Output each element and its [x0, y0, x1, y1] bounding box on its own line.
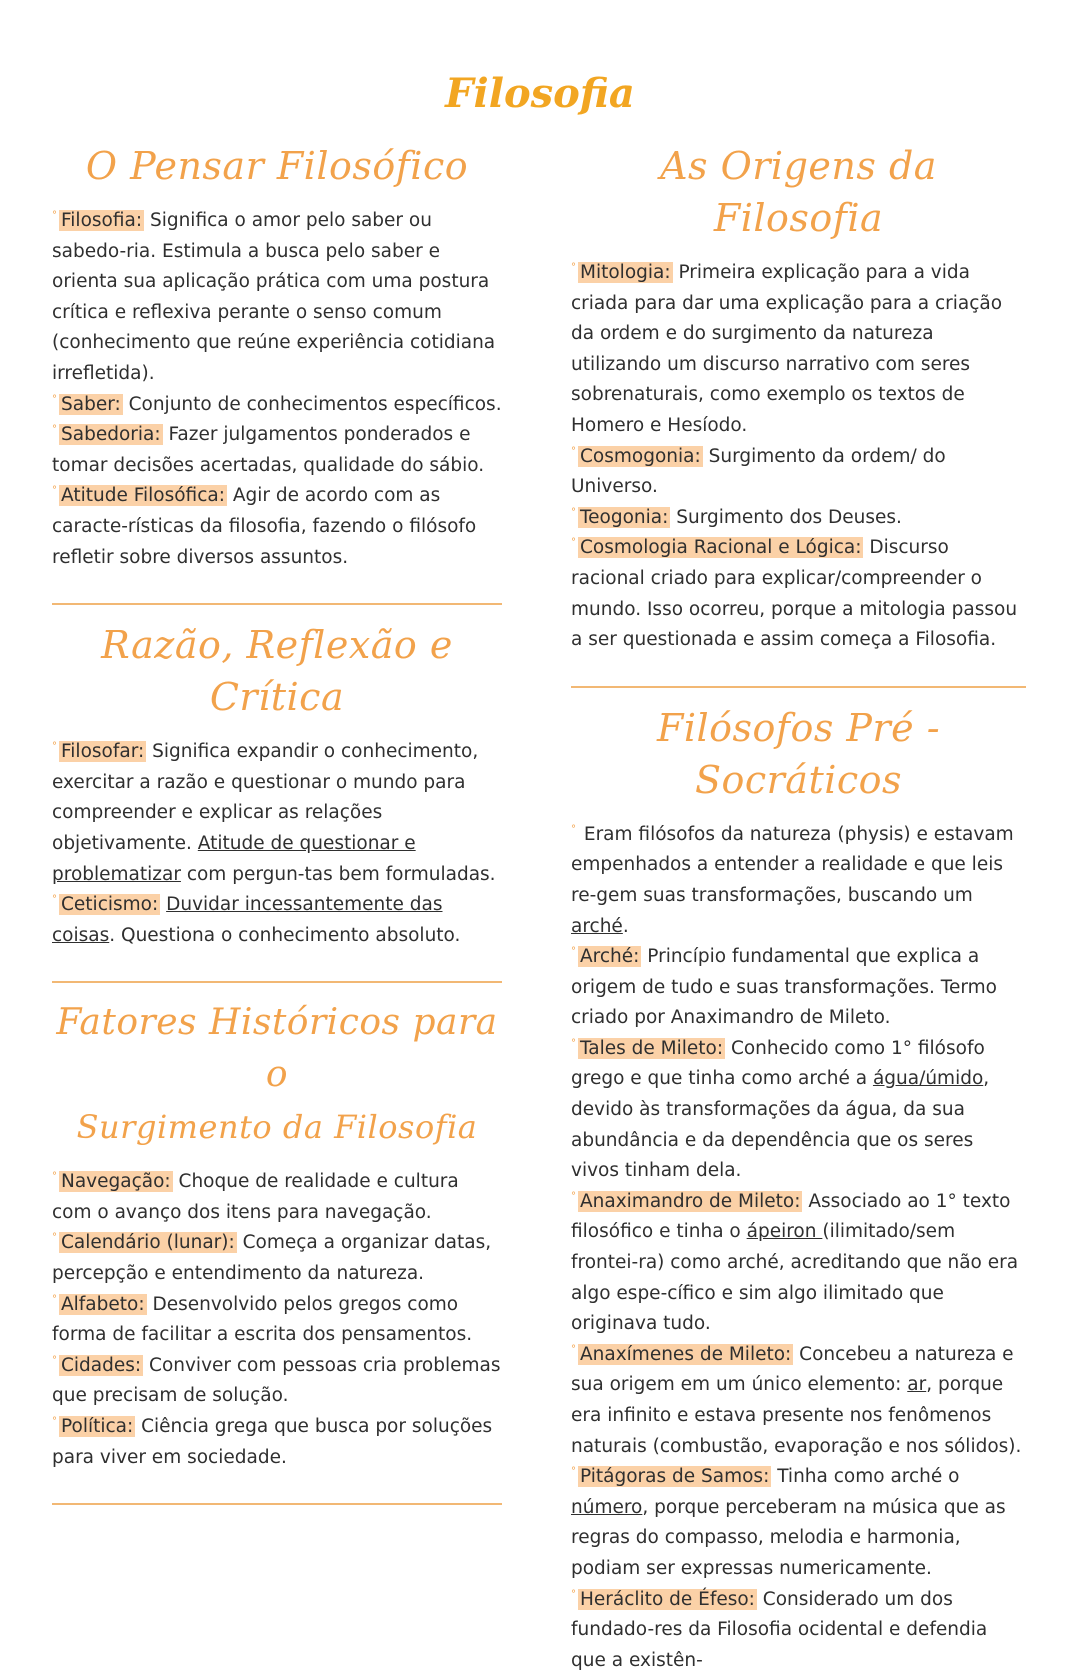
definition-text: Conviver com pessoas cria problemas que precisam de solução.: [52, 1354, 501, 1407]
term-highlight: Anaxímenes de Mileto:: [580, 1343, 792, 1365]
list-item: [52, 1228, 502, 1289]
list-item: [52, 737, 502, 890]
bullet-icon: °: [571, 1588, 576, 1600]
list-item: [571, 442, 1026, 503]
list-item: [571, 820, 1026, 942]
underlined-text: Atitude de questionar e problematizar: [52, 832, 416, 885]
bullet-icon: °: [571, 1466, 576, 1478]
bullet-icon: °: [571, 946, 576, 958]
term-highlight: Teogonia:: [580, 506, 669, 528]
underlined-text: ápeiron: [746, 1221, 823, 1243]
definition-text: Eram filósofos da natureza (physis) e estavam empenhados a entender a realidade e que leis re-gem suas transformações, buscando um: [571, 823, 1014, 906]
definition-text: Fazer julgamentos ponderados e tomar decisões acertadas, qualidade do sábio.: [52, 424, 485, 476]
list-item: [571, 258, 1026, 442]
definition-text: Considerado um dos fundado-res da Filosofia ocidental e defendia que a existên-: [571, 1588, 988, 1671]
left-column: [52, 140, 502, 1519]
list-item: [52, 390, 502, 421]
section-title-fatores: [52, 997, 502, 1153]
definition-text: Choque de realidade e cultura com o avanço dos itens para navegação.: [52, 1171, 459, 1223]
section-title-presocraticos: Filósofos Pré - Socráticos: [656, 705, 941, 802]
definition-text: Concebeu a natureza e sua origem em um único elemento:: [571, 1343, 1014, 1396]
bullet-icon: °: [571, 1343, 576, 1355]
bullet-icon: °: [571, 537, 576, 549]
definition-text: Surgimento dos Deuses.: [670, 506, 902, 528]
bullet-icon: °: [52, 1232, 57, 1244]
term-highlight: Política:: [61, 1416, 134, 1438]
section-body-pensar: [52, 206, 502, 573]
definition-text: Surgimento da ordem/ do Universo.: [571, 445, 946, 498]
list-item: [52, 890, 502, 951]
underlined-text: arché: [571, 915, 623, 937]
section-title-razao: Razão, Reflexão e Crítica: [101, 623, 453, 720]
bullet-icon: °: [52, 741, 57, 753]
list-item: [52, 1290, 502, 1351]
bullet-icon: °: [571, 823, 576, 835]
definition-text: , devido às transformações da água, da sua abundância e da dependência que os seres vivos tinham dela.: [571, 1068, 990, 1182]
list-item: [52, 1167, 502, 1228]
bullet-icon: °: [571, 506, 576, 518]
term-highlight: Tales de Mileto:: [580, 1037, 724, 1059]
term-highlight: Atitude Filosófica:: [61, 485, 225, 507]
list-item: [52, 206, 502, 390]
definition-text: com pergun-tas bem formuladas.: [180, 863, 496, 885]
section-title-line: Surgimento da Filosofia: [76, 1108, 478, 1147]
list-item: [52, 1412, 502, 1473]
definition-text: Desenvolvido pelos gregos como forma de facilitar a escrita dos pensamentos.: [52, 1293, 473, 1346]
term-highlight: Filosofia:: [61, 210, 143, 231]
term-highlight: Cosmologia Racional e Lógica:: [580, 537, 862, 559]
bullet-icon: °: [52, 1293, 57, 1305]
section-title-line: Fatores Históricos para o: [56, 1002, 498, 1096]
list-item: [52, 1351, 502, 1412]
underlined-text: ar: [907, 1374, 927, 1396]
bullet-icon: °: [52, 424, 57, 436]
bullet-icon: °: [52, 1416, 57, 1428]
definition-text: Agir de acordo com as caracte-rísticas da filosofia, fazendo o filósofo refletir sobre diversos assuntos.: [52, 485, 477, 568]
term-highlight: Calendário (lunar):: [61, 1232, 235, 1254]
section-divider: [52, 603, 502, 605]
bullet-icon: °: [52, 485, 57, 497]
term-highlight: Arché:: [580, 946, 640, 968]
term-highlight: Filosofar:: [61, 741, 145, 763]
bullet-icon: °: [52, 1171, 57, 1183]
definition-text: Discurso racional criado para explicar/compreender o mundo. Isso ocorreu, porque a mitologia passou a ser questionada e assim começa a Filosofia.: [571, 537, 1018, 651]
list-item: [571, 1340, 1026, 1462]
bullet-icon: °: [571, 1037, 576, 1049]
definition-text: , porque perceberam na música que as regras do compasso, melodia e harmonia, podiam ser expressas numericamente.: [571, 1496, 1006, 1579]
page-title: Filosofia: [445, 70, 635, 117]
section-title-pensar: O Pensar Filosófico: [85, 144, 469, 188]
section-divider: [52, 981, 502, 983]
section-body-presocraticos: [571, 820, 1026, 1676]
underlined-text: água/úmido: [872, 1068, 984, 1090]
list-item: [571, 533, 1026, 655]
section-title-origens: As Origens da Filosofia: [660, 144, 937, 240]
section-divider: [571, 686, 1026, 688]
term-highlight: Mitologia:: [580, 262, 671, 283]
term-highlight: Anaximandro de Mileto:: [580, 1190, 801, 1212]
bullet-icon: °: [571, 1190, 576, 1202]
list-item: [571, 1187, 1026, 1340]
list-item: [571, 1585, 1026, 1676]
definition-text: . Questiona o conhecimento absoluto.: [109, 924, 461, 946]
definition-text: Conjunto de conhecimentos específicos.: [122, 393, 502, 415]
bullet-icon: °: [52, 210, 57, 221]
term-highlight: Sabedoria:: [61, 424, 161, 446]
term-highlight: Pitágoras de Samos:: [580, 1466, 770, 1488]
term-highlight: Saber:: [61, 393, 121, 415]
definition-text: Primeira explicação para a vida criada para dar uma explicação para a criação da ordem e do surgimento da natureza utilizando um discurso narrativo com seres sobrenaturais, como exemplo os textos de Homero e Hesíodo.: [571, 262, 1003, 436]
section-divider: [52, 1503, 502, 1505]
bullet-icon: °: [52, 1354, 57, 1366]
term-highlight: Alfabeto:: [61, 1293, 145, 1315]
list-item: [571, 942, 1026, 1034]
term-highlight: Navegação:: [61, 1171, 171, 1193]
definition-text: .: [622, 915, 629, 937]
section-body-fatores: [52, 1167, 502, 1473]
right-column: [571, 140, 1026, 1676]
definition-text: Princípio fundamental que explica a origem de tudo e suas transformações. Termo criado por Anaximandro de Mileto.: [571, 946, 997, 1029]
definition-text: Começa a organizar datas, percepção e entendimento da natureza.: [52, 1232, 492, 1285]
section-body-origens: [571, 258, 1026, 656]
definition-text: Associado ao 1° texto filosófico e tinha o: [571, 1190, 1011, 1243]
definition-text: Tinha como arché o: [771, 1466, 960, 1488]
list-item: [571, 503, 1026, 534]
term-highlight: Cidades:: [61, 1354, 142, 1376]
list-item: [52, 420, 502, 481]
list-item: [571, 1034, 1026, 1187]
term-highlight: Ceticismo:: [61, 894, 159, 916]
definition-text: Conhecido como 1° filósofo grego e que tinha como arché a: [571, 1037, 985, 1090]
definition-text: Significa o amor pelo saber ou sabedo-ria. Estimula a busca pelo saber e orienta sua aplicação prática com uma postura crítica e reflexiva perante o senso comum (conhecimento que reúne experiência cotidiana irrefletida).: [52, 210, 496, 384]
definition-text: (ilimitado/sem frontei-ra) como arché, acreditando que não era algo espe-cífico e sim algo ilimitado que originava tudo.: [571, 1221, 1019, 1335]
bullet-icon: °: [571, 445, 576, 457]
term-highlight: Cosmogonia:: [580, 445, 701, 467]
term-highlight: Heráclito de Éfeso:: [580, 1588, 755, 1610]
definition-text: Significa expandir o conhecimento, exercitar a razão e questionar o mundo para compreender e explicar as relações objetivamente.: [52, 741, 479, 854]
list-item: [52, 481, 502, 573]
section-body-razao: [52, 737, 502, 951]
bullet-icon: °: [571, 262, 576, 273]
definition-text: , porque era infinito e estava presente nos fenômenos naturais (combustão, evaporação e nos sólidos).: [571, 1374, 1022, 1457]
list-item: [571, 1462, 1026, 1584]
underlined-text: Duvidar incessantemente das coisas: [52, 894, 443, 946]
bullet-icon: °: [52, 393, 57, 405]
definition-text: Ciência grega que busca por soluções para viver em sociedade.: [52, 1416, 493, 1468]
underlined-text: número: [571, 1496, 643, 1518]
bullet-icon: °: [52, 894, 57, 906]
